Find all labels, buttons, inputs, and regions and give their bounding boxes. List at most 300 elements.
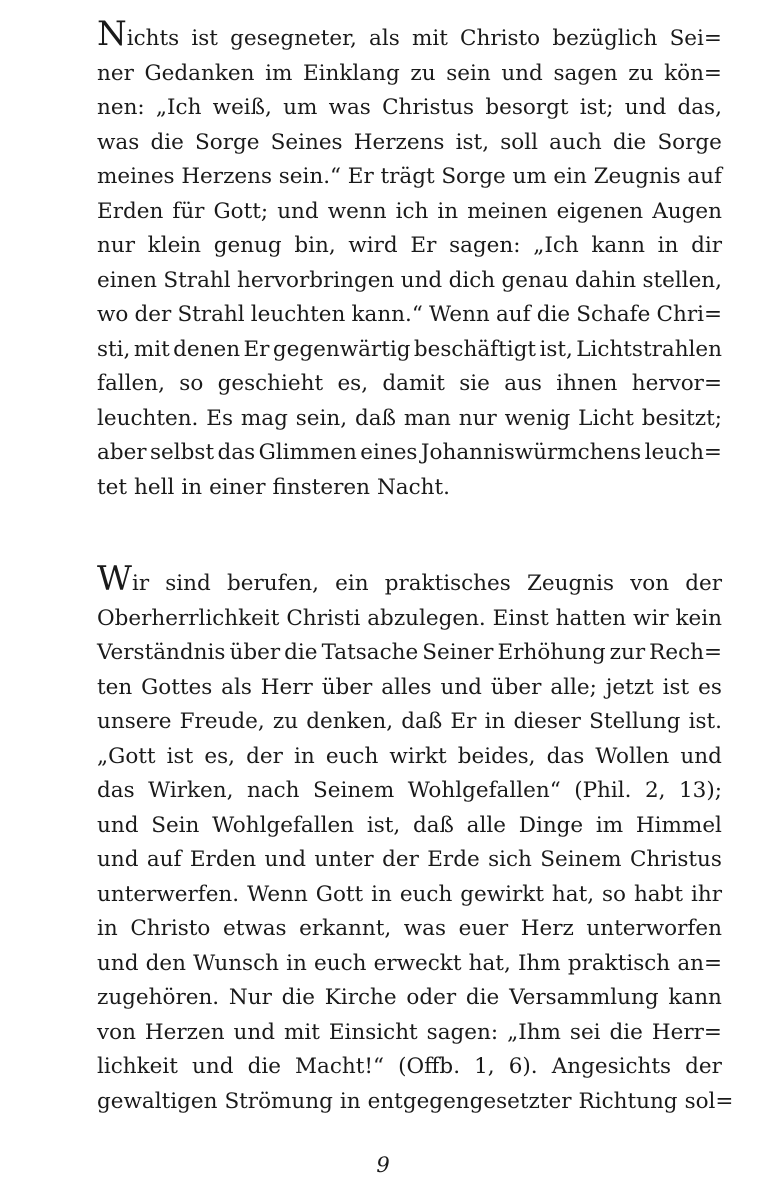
word: Einsicht [328, 1019, 418, 1045]
word: ist [191, 26, 218, 51]
word: Johanniswürmchens [420, 440, 642, 465]
word: auch [549, 129, 602, 155]
word: so [602, 881, 626, 907]
word: Rech= [649, 640, 722, 665]
word: Christus [629, 847, 722, 872]
word: beides, [457, 743, 536, 769]
word: Macht!“ [295, 1054, 385, 1079]
word: geschieht [217, 371, 324, 396]
word: zur [609, 640, 646, 665]
word: man [403, 405, 451, 431]
word: Seiner [422, 640, 494, 665]
drop-cap: W [97, 559, 132, 599]
word: trägt [380, 164, 435, 189]
word: ist; [579, 95, 614, 120]
word: das [217, 440, 256, 465]
word: als [221, 674, 252, 700]
word: sein.“ [278, 164, 342, 189]
word: Wollen [595, 743, 670, 769]
word: 1, [474, 1054, 495, 1079]
word: ner [97, 60, 134, 86]
word: Dinge [518, 812, 584, 838]
word: Wunsch [193, 950, 279, 976]
word: Strömung [224, 1088, 333, 1114]
text-line [97, 264, 722, 299]
word: Erden [189, 847, 257, 872]
word: (Offb. [398, 1054, 461, 1079]
word: bezüglich [552, 26, 658, 51]
word: „Gott [97, 743, 156, 769]
word: ist, [366, 812, 401, 838]
word: im [595, 812, 624, 838]
word: eines [360, 440, 418, 465]
word: kann [591, 233, 645, 258]
word: in [286, 950, 307, 976]
word: Herzens [181, 164, 272, 189]
text-line [97, 1050, 722, 1085]
word: 2, [644, 778, 666, 803]
word: ich [395, 198, 429, 224]
text-line [97, 1085, 734, 1120]
word: Christo [460, 26, 541, 51]
word: soll [500, 129, 538, 155]
word: Nichts [97, 14, 180, 54]
word: kein [675, 605, 722, 631]
word: Nur [228, 985, 272, 1010]
word: alle [466, 812, 506, 838]
word: und [440, 674, 482, 700]
word: zu [272, 709, 299, 734]
word: von [97, 1019, 136, 1045]
word: ihnen [556, 371, 618, 396]
word: von [630, 571, 670, 596]
text-line [97, 160, 722, 195]
text-line [97, 57, 722, 92]
word: hervor= [631, 371, 722, 396]
word: Zeugnis [593, 164, 681, 189]
word: berufen, [226, 571, 319, 596]
word: mit [283, 1019, 320, 1045]
word: um [512, 164, 547, 189]
word: gewaltigen [97, 1088, 218, 1114]
word: 6). [508, 1054, 538, 1079]
word: oder [406, 985, 457, 1010]
text-line [97, 14, 722, 57]
word: Sorge [657, 129, 722, 155]
word: Erden [97, 198, 164, 224]
word: tet [97, 474, 128, 500]
word: nen: [97, 95, 145, 120]
word: dir [691, 233, 722, 258]
word: Augen [652, 198, 722, 224]
word: das [546, 743, 585, 769]
paragraph-2 [97, 559, 734, 1119]
word: alle; [550, 674, 597, 700]
text-line [97, 636, 722, 671]
word: unsere [97, 709, 172, 734]
word: Wohlgefallen [212, 812, 355, 838]
text-line [97, 947, 722, 982]
word: Einst [492, 605, 549, 631]
word: die [281, 985, 316, 1010]
word: Richtung [578, 1088, 678, 1114]
word: in [97, 916, 118, 941]
word: Er [243, 336, 270, 362]
paragraph-1 [97, 14, 722, 505]
word: zu [628, 60, 654, 86]
word: um [283, 95, 318, 120]
text-line [97, 774, 722, 809]
word: Gott; [213, 198, 269, 224]
word: denen [173, 336, 241, 362]
word: und [192, 1054, 234, 1079]
word: bin, [294, 233, 336, 258]
word: Schafe [576, 302, 651, 327]
word: mit [133, 336, 170, 362]
word: was [403, 916, 447, 941]
word: was [97, 129, 140, 155]
word: Tatsache [321, 640, 419, 665]
word: ist, [455, 129, 490, 155]
word: und [264, 847, 306, 872]
word: Herr [260, 674, 313, 700]
word: leuchten [250, 302, 346, 327]
word: Strahl [177, 302, 245, 327]
drop-cap: N [97, 14, 127, 54]
word: sti, [97, 336, 131, 362]
word: damit [382, 371, 445, 396]
word: die [612, 129, 647, 155]
word: ten [97, 674, 133, 700]
word: sind [165, 571, 211, 596]
word: Gottes [141, 674, 213, 700]
word: praktisches [384, 571, 511, 596]
text-line [97, 436, 722, 471]
word: euer [458, 916, 509, 941]
word: unterworfen [586, 916, 722, 941]
word: Er [347, 164, 374, 189]
word: meines [97, 164, 175, 189]
word: Einklang [302, 60, 400, 86]
word: Kirche [324, 985, 397, 1010]
word: „Ich [155, 95, 202, 120]
word: alles [381, 674, 432, 700]
word: als [369, 26, 400, 51]
word: Christo [130, 916, 211, 941]
word: erkannt, [299, 916, 392, 941]
word: Seinem [313, 778, 395, 803]
text-line [97, 402, 722, 437]
word: in [371, 881, 392, 907]
word: Sei= [669, 26, 722, 51]
word: daß [401, 709, 443, 734]
text-line [97, 471, 722, 506]
word: hatten [555, 605, 627, 631]
word: wir [633, 605, 669, 631]
word: Wirken, [148, 778, 234, 803]
word: an= [677, 950, 722, 976]
word: ist, [539, 336, 573, 362]
text-line [97, 298, 722, 333]
word: Chri= [656, 302, 722, 327]
word: über [490, 674, 542, 700]
word: in [293, 743, 315, 769]
word: Er [450, 709, 477, 734]
word: wird [348, 233, 398, 258]
word: kön= [664, 60, 722, 86]
word: hell [134, 474, 175, 500]
word: selbst [150, 440, 215, 465]
word: denken, [306, 709, 394, 734]
word: kann.“ [351, 302, 423, 327]
word: sagen: [449, 233, 521, 258]
word: Himmel [635, 812, 722, 838]
word: ein [335, 571, 369, 596]
word: sich [488, 847, 532, 872]
word: beschäftigt [413, 336, 537, 362]
word: zu [410, 60, 436, 86]
word: sein, [295, 405, 348, 431]
word: finsteren [272, 474, 370, 500]
word: wo [97, 302, 129, 327]
word: hat, [468, 950, 511, 976]
word: Versammlung [509, 985, 659, 1010]
word: meinen [467, 198, 548, 224]
word: entgegengesetzter [367, 1088, 572, 1114]
word: unterwerfen. [97, 881, 240, 907]
word: Zeugnis [526, 571, 614, 596]
word: praktisch [567, 950, 671, 976]
word: habt [633, 881, 684, 907]
word: genug [213, 233, 282, 258]
word: Freude, [179, 709, 265, 734]
word: und [97, 847, 139, 872]
text-line [97, 1016, 722, 1051]
word: Gedanken [144, 60, 255, 86]
word: Licht [578, 405, 634, 431]
word: Christi [286, 605, 361, 631]
word: die [247, 1054, 281, 1079]
word: stellen, [642, 267, 722, 293]
word: und [277, 198, 319, 224]
word: fallen, [97, 371, 165, 396]
word: Gott [315, 881, 364, 907]
word: was [328, 95, 371, 120]
word: sei [569, 1019, 601, 1045]
word: für [172, 198, 205, 224]
word: erweckt [373, 950, 462, 976]
word: Herzens [353, 129, 445, 155]
word: es [698, 674, 722, 700]
word: auf [146, 847, 182, 872]
word: und [501, 60, 543, 86]
word: den [145, 950, 186, 976]
word: mit [411, 26, 448, 51]
word: die [609, 1019, 643, 1045]
word: genau [501, 267, 569, 293]
word: wenig [504, 405, 571, 431]
word: und [233, 1019, 275, 1045]
text-line [97, 559, 722, 602]
word: Lichtstrahlen [576, 336, 722, 362]
word: und [680, 743, 722, 769]
word: euch [314, 950, 367, 976]
word: nur [97, 233, 135, 258]
word: 13); [679, 778, 722, 803]
word: (Phil. [574, 778, 632, 803]
word: euch [325, 743, 379, 769]
word: die [150, 129, 184, 155]
word: Herz [520, 916, 574, 941]
word: nach [246, 778, 300, 803]
text-line [97, 878, 722, 913]
word: ihr [690, 881, 722, 907]
word: Angesichts [551, 1054, 672, 1079]
word: weiß, [212, 95, 272, 120]
word: Herzen [144, 1019, 225, 1045]
word: Oberherrlichkeit [97, 605, 280, 631]
word: dich [448, 267, 496, 293]
word: Glimmen [258, 440, 357, 465]
word: gesegneter, [230, 26, 357, 51]
word: sol= [684, 1088, 734, 1114]
word: Seinem [540, 847, 622, 872]
word: nur [458, 405, 497, 431]
word: Ihm [517, 950, 561, 976]
word: auf [495, 302, 531, 327]
word: über [229, 640, 281, 665]
word: einen [97, 267, 158, 293]
text-line [97, 981, 722, 1016]
word: Sein [151, 812, 200, 838]
word: euch [399, 881, 453, 907]
word: das [97, 778, 135, 803]
text-line [97, 602, 722, 637]
word: und [400, 267, 443, 293]
word: Verständnis [97, 640, 226, 665]
word: im [265, 60, 293, 86]
word: Wenn [429, 302, 490, 327]
word: auf [687, 164, 722, 189]
word: gegenwärtig [272, 336, 411, 362]
word: „Ich [533, 233, 579, 258]
text-line [97, 126, 722, 161]
text-line [97, 333, 722, 368]
text-line [97, 912, 722, 947]
text-line [97, 367, 722, 402]
word: lichkeit [97, 1054, 178, 1079]
word: und [97, 950, 139, 976]
word: daß [412, 812, 454, 838]
word: aus [504, 371, 542, 396]
word: hervorbringen [237, 267, 395, 293]
word: sagen: [426, 1019, 499, 1045]
word: besorgt [485, 95, 569, 120]
text-line [97, 740, 722, 775]
word: und [97, 812, 139, 838]
word: klein [147, 233, 202, 258]
word: Strahl [163, 267, 231, 293]
word: Es [206, 405, 234, 431]
word: leuch= [644, 440, 722, 465]
text-line [97, 195, 722, 230]
word: Stellung [589, 709, 681, 734]
word: über [321, 674, 373, 700]
word: in [484, 709, 506, 734]
word: es, [337, 371, 369, 396]
word: wenn [327, 198, 387, 224]
word: ist [662, 674, 690, 700]
word: Seines [270, 129, 343, 155]
word: das, [677, 95, 722, 120]
word: sein [446, 60, 491, 86]
text-line [97, 671, 722, 706]
word: etwas [222, 916, 287, 941]
word: Er [410, 233, 437, 258]
word: Herr= [651, 1019, 722, 1045]
word: eigenen [556, 198, 644, 224]
word: jetzt [605, 674, 654, 700]
text-line [97, 705, 722, 740]
word: unter [314, 847, 374, 872]
word: wirkt [389, 743, 447, 769]
text-line [97, 91, 722, 126]
word: in [657, 233, 679, 258]
word: der [246, 743, 283, 769]
word: so [179, 371, 204, 396]
word: ist [166, 743, 194, 769]
word: die [536, 302, 571, 327]
word: der [382, 847, 419, 872]
word: dieser [513, 709, 581, 734]
word: und [624, 95, 667, 120]
word: zugehören. [97, 985, 220, 1010]
word: Sorge [441, 164, 506, 189]
word: die [465, 985, 500, 1010]
text-line [97, 229, 722, 264]
word: Erde [427, 847, 480, 872]
word: dahin [574, 267, 637, 293]
word: der [685, 571, 722, 596]
word: sagen [553, 60, 618, 86]
text-line [97, 809, 722, 844]
word: gewirkt [460, 881, 544, 907]
word: leuchten. [97, 405, 199, 431]
word: sie [459, 371, 490, 396]
word: Sorge [195, 129, 260, 155]
word: in [437, 198, 459, 224]
page-body [97, 14, 734, 1119]
word: hat, [551, 881, 595, 907]
word: Nacht. [376, 474, 450, 500]
word: Wir [97, 559, 150, 599]
word: der [134, 302, 172, 327]
word: „Ihm [507, 1019, 561, 1045]
word: Wohlgefallen“ [407, 778, 561, 803]
word: die [284, 640, 318, 665]
text-line [97, 843, 722, 878]
word: abzulegen. [367, 605, 486, 631]
word: Christus [382, 95, 475, 120]
word: mag [240, 405, 288, 431]
word: der [685, 1054, 722, 1079]
word: einer [209, 474, 266, 500]
word: ein [553, 164, 587, 189]
word: daß [354, 405, 396, 431]
word: ist. [688, 709, 722, 734]
word: besitzt; [641, 405, 722, 431]
word: in [181, 474, 203, 500]
